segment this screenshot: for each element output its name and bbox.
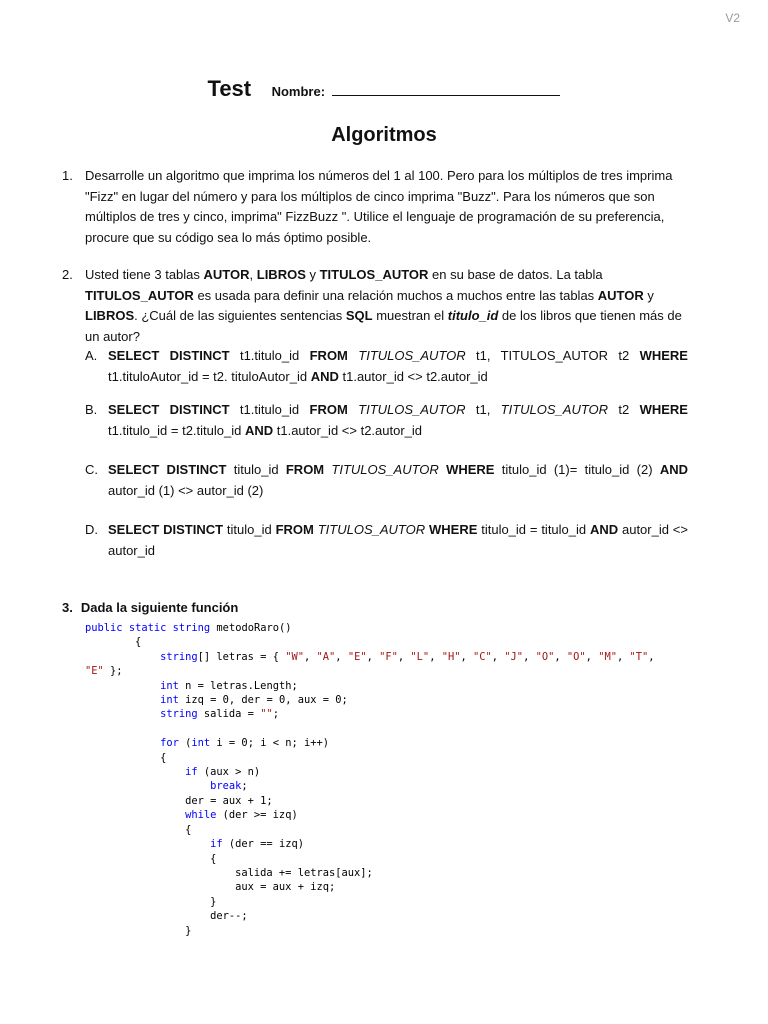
code-text: n = letras.Length; — [178, 679, 298, 692]
text-run: de los libros que tienen más de un autor? — [85, 308, 682, 344]
option-d — [85, 520, 688, 561]
code-string: "O" — [535, 650, 555, 663]
page-subtitle: Algoritmos — [331, 124, 437, 146]
code-text: metodoRaro() — [210, 622, 292, 634]
table-name: TITULOS_AUTOR — [331, 462, 439, 477]
code-text — [85, 680, 160, 692]
sql-keyword: WHERE — [428, 522, 478, 537]
text-run: y — [305, 267, 320, 282]
table-name: LIBROS — [85, 308, 135, 323]
text-run: titulo_id (1)= titulo_id (2) — [494, 462, 660, 477]
code-text: , — [397, 650, 411, 663]
table-name: TITULOS_AUTOR — [85, 287, 194, 303]
code-text: [] letras = { — [197, 650, 286, 663]
version-label: V2 — [725, 11, 740, 25]
code-line — [85, 680, 298, 692]
code-line — [85, 809, 298, 821]
text-run: en su base de datos. La tabla — [428, 267, 603, 282]
code-text — [85, 809, 185, 821]
code-keyword: while — [185, 809, 217, 822]
question-number: 3. — [62, 600, 73, 615]
table-name: AUTOR — [203, 267, 250, 282]
question-2 — [62, 265, 688, 347]
code-text: , — [616, 650, 630, 663]
sql-keyword: WHERE — [639, 402, 688, 417]
code-keyword: break — [210, 780, 242, 793]
option-text — [108, 460, 688, 501]
text-run: t1, TITULOS_AUTOR t2 — [465, 348, 640, 363]
code-line — [85, 896, 216, 908]
sql-keyword: SELECT DISTINCT — [108, 522, 224, 537]
code-string: "L" — [410, 650, 430, 663]
code-text: , — [429, 650, 442, 663]
code-string: "F" — [379, 650, 398, 663]
text-run: Usted tiene 3 tablas — [85, 267, 204, 282]
code-line — [85, 853, 216, 865]
code-line — [85, 636, 141, 648]
question-3-title — [62, 600, 238, 615]
code-string: "T" — [629, 650, 649, 663]
code-line — [85, 651, 655, 663]
sql-keyword: WHERE — [446, 462, 495, 477]
text-run: titulo_id — [223, 522, 276, 537]
sql-keyword: FROM — [275, 522, 314, 537]
code-text — [85, 780, 210, 792]
code-text: (aux > n) — [197, 766, 261, 779]
option-text — [108, 520, 688, 561]
code-string: "M" — [598, 650, 617, 663]
text-run: t1.titulo_id = t2.titulo_id — [108, 422, 245, 438]
text-run: t2 — [608, 402, 640, 417]
code-line — [85, 910, 248, 922]
code-string: "J" — [504, 650, 524, 663]
code-text: der = aux + 1; — [85, 794, 273, 807]
sql-keyword: SELECT DISTINCT — [108, 402, 230, 417]
code-block — [85, 621, 725, 938]
table-name: TITULOS_AUTOR — [500, 402, 609, 417]
text-run: autor_id (1) <> autor_id (2) — [108, 482, 264, 498]
code-keyword: if — [210, 838, 223, 851]
table-name: TITULOS_AUTOR — [358, 348, 466, 363]
text-run: t1, — [465, 402, 501, 417]
text-run: t1.autor_id <> t2.autor_id — [338, 368, 488, 384]
question-text: Desarrolle un algoritmo que imprima los números del 1 al 100. Pero para los múltiplos de tres imprima "Fizz" en lugar del número y para los múltiplos de cinco imprima "Buzz". Para los números que son múltiplos de tres y cinco, imprima" FizzBuzz ". Utilice el lenguaje de programación de su preferencia, procure que su código sea lo más óptimo posible. — [85, 168, 673, 245]
code-string: "O" — [566, 650, 586, 663]
option-a — [85, 346, 688, 387]
code-text: , — [460, 650, 473, 663]
table-name: TITULOS_AUTOR — [317, 522, 426, 537]
option-c — [85, 460, 688, 501]
code-keyword: static — [128, 622, 167, 634]
code-text — [85, 838, 210, 850]
text-run: t1.titulo_id — [229, 402, 310, 417]
table-name: LIBROS — [256, 267, 306, 282]
code-line — [85, 665, 123, 677]
code-line — [85, 881, 335, 893]
text-run: titulo_id — [226, 462, 286, 477]
code-text: , — [304, 650, 317, 663]
code-line — [85, 752, 166, 764]
code-text: }; — [103, 665, 123, 678]
code-line — [85, 925, 191, 937]
field-name-italic: titulo_id — [447, 308, 499, 323]
text-run: t1.titulo_id — [229, 348, 310, 363]
code-keyword: int — [160, 694, 179, 707]
code-keyword: for — [160, 737, 179, 750]
text-run: es usada para definir una relación muchos a muchos entre las tablas — [193, 287, 598, 303]
code-keyword: string — [160, 650, 198, 663]
question-text — [85, 265, 688, 347]
code-string: "A" — [316, 650, 336, 663]
code-text — [85, 737, 160, 749]
text-run: t1.tituloAutor_id = t2. tituloAutor_id — [108, 368, 311, 384]
code-text: izq = 0, der = 0, aux = 0; — [178, 694, 348, 707]
option-text — [108, 346, 688, 387]
sql-keyword: SELECT DISTINCT — [108, 348, 230, 363]
text-run: muestran el — [372, 308, 448, 323]
code-text: , — [335, 650, 348, 663]
code-line — [85, 795, 273, 807]
text-run — [439, 462, 446, 477]
code-text: salida = — [197, 708, 261, 721]
code-keyword: public — [85, 622, 123, 634]
code-line — [85, 708, 279, 720]
sql-keyword: FROM — [309, 402, 348, 417]
option-letter: A. — [85, 348, 98, 363]
code-string: "H" — [441, 650, 461, 663]
sql-keyword: AND — [244, 422, 274, 438]
field-name — [448, 308, 499, 323]
code-text: } — [85, 924, 192, 937]
text-run: titulo_id = titulo_id — [477, 522, 590, 537]
code-text: , — [523, 650, 536, 663]
sql-keyword: FROM — [309, 348, 348, 363]
code-text: , — [585, 650, 599, 663]
text-run: y — [643, 287, 654, 303]
code-text: { — [85, 636, 142, 649]
text-run — [348, 348, 358, 363]
code-text: { — [85, 823, 192, 836]
text-run — [348, 402, 358, 417]
sql-keyword: SELECT DISTINCT — [108, 462, 227, 477]
code-string: "" — [260, 708, 273, 721]
question-number: 1. — [62, 168, 73, 183]
code-line — [85, 780, 248, 792]
question-1 — [62, 166, 688, 248]
code-text — [85, 694, 160, 706]
option-text — [108, 400, 688, 441]
question-number: 2. — [62, 267, 73, 282]
text-run: , — [249, 267, 257, 282]
code-keyword: int — [160, 679, 179, 692]
text-run: t1.autor_id <> t2.autor_id — [273, 422, 423, 438]
code-line — [85, 824, 191, 836]
code-text: (der >= izq) — [216, 809, 298, 822]
code-keyword: string — [160, 708, 198, 721]
code-string: "E" — [85, 665, 104, 678]
code-text: salida += letras[aux]; — [85, 866, 373, 879]
code-text — [85, 651, 160, 663]
code-text: i = 0; i < n; i++) — [210, 737, 330, 750]
code-line — [85, 867, 373, 879]
sql-keyword: AND — [310, 368, 339, 384]
code-line — [85, 622, 292, 634]
code-text: aux = aux + izq; — [85, 881, 336, 894]
option-letter: C. — [85, 462, 98, 477]
code-text: { — [85, 751, 167, 764]
code-string: "W" — [285, 650, 304, 663]
text-run: . ¿Cuál de las siguientes sentencias — [134, 308, 346, 323]
code-text: { — [85, 852, 217, 865]
option-letter: B. — [85, 402, 98, 417]
nombre-blank-line — [332, 83, 560, 96]
sql-keyword: FROM — [285, 462, 325, 477]
code-keyword: string — [172, 622, 211, 634]
code-line — [85, 766, 260, 778]
table-name: AUTOR — [597, 287, 644, 303]
code-line — [85, 838, 304, 850]
option-letter: D. — [85, 522, 98, 537]
code-keyword: if — [185, 766, 198, 779]
code-text: ( — [178, 737, 192, 750]
code-text: ; — [272, 708, 279, 721]
code-text: , — [491, 650, 505, 663]
question-text: Dada la siguiente función — [80, 600, 239, 615]
code-text: (der == izq) — [222, 838, 304, 851]
header — [0, 76, 768, 102]
code-text: der--; — [85, 910, 248, 923]
text-run: autor_id <> autor_id — [108, 522, 688, 558]
option-b — [85, 400, 688, 441]
code-text — [85, 766, 185, 778]
sql-keyword: WHERE — [639, 348, 688, 363]
code-text: , — [366, 650, 380, 663]
code-line — [85, 737, 329, 749]
sql-keyword: AND — [659, 462, 688, 477]
code-keyword: int — [191, 737, 211, 750]
code-text: ; — [241, 780, 248, 793]
table-name: TITULOS_AUTOR — [319, 267, 429, 282]
sql-keyword: SQL — [345, 308, 373, 323]
code-text: , — [554, 650, 567, 663]
code-text: , — [648, 650, 655, 663]
sql-keyword: AND — [589, 522, 619, 537]
test-title: Test — [207, 76, 252, 101]
code-text — [85, 708, 160, 720]
table-name: TITULOS_AUTOR — [358, 402, 466, 417]
code-string: "E" — [347, 650, 367, 663]
code-string: "C" — [473, 650, 492, 663]
code-text: } — [85, 895, 217, 908]
code-line — [85, 694, 348, 706]
nombre-label: Nombre: — [271, 84, 326, 99]
